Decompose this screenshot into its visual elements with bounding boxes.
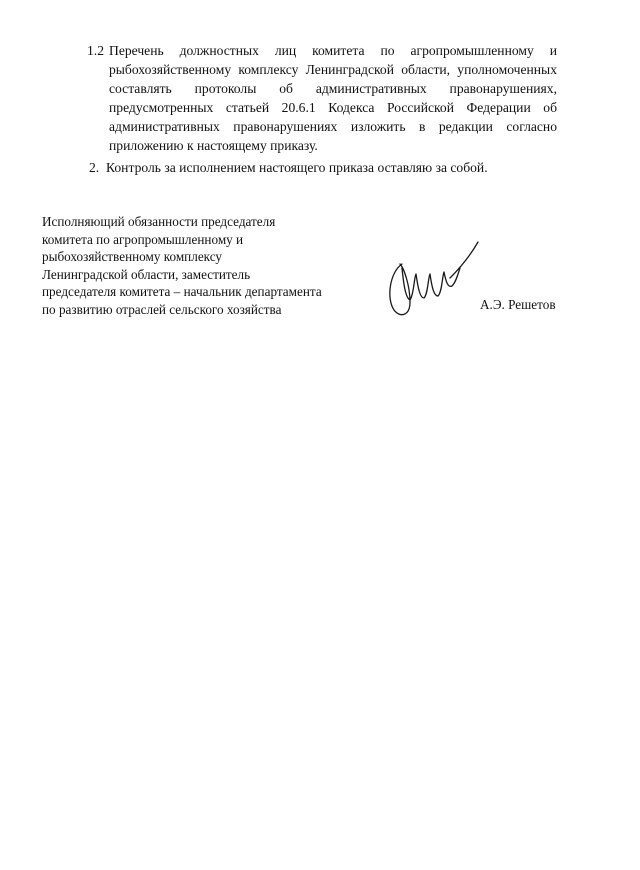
clause-text: Перечень должностных лиц комитета по агропромышленному и рыбохозяйственному комплексу Ленинградской области, уполномоченных составлять протоколы об административных правонарушениях, предусмотренных статьей 20.6.1 Кодекса Российской Федерации об административных правонарушениях изложить в редакции согласно приложению к настоящему приказу. bbox=[109, 43, 557, 153]
clause-number: 2. bbox=[89, 160, 100, 175]
signatory-position bbox=[42, 213, 372, 319]
signatory-position-line: Исполняющий обязанности председателя bbox=[42, 214, 276, 229]
signatory-position-line: рыбохозяйственному комплексу bbox=[42, 249, 223, 265]
signatory-position-line: председателя комитета – начальник департамента bbox=[42, 284, 322, 300]
signatory-name: А.Э. Решетов bbox=[480, 297, 556, 312]
clause-2 bbox=[89, 158, 559, 180]
clause-1-2 bbox=[87, 41, 557, 161]
clause-text: Контроль за исполнением настоящего приказа оставляю за собой. bbox=[106, 160, 488, 175]
signatory-position-line: комитета по агропромышленному и bbox=[42, 231, 244, 247]
clause-number: 1.2 bbox=[87, 43, 104, 58]
signatory-position-line: по развитию отраслей сельского хозяйства bbox=[42, 301, 282, 317]
signatory-position-line: Ленинградской области, заместитель bbox=[42, 266, 251, 282]
handwritten-signature bbox=[380, 238, 480, 322]
